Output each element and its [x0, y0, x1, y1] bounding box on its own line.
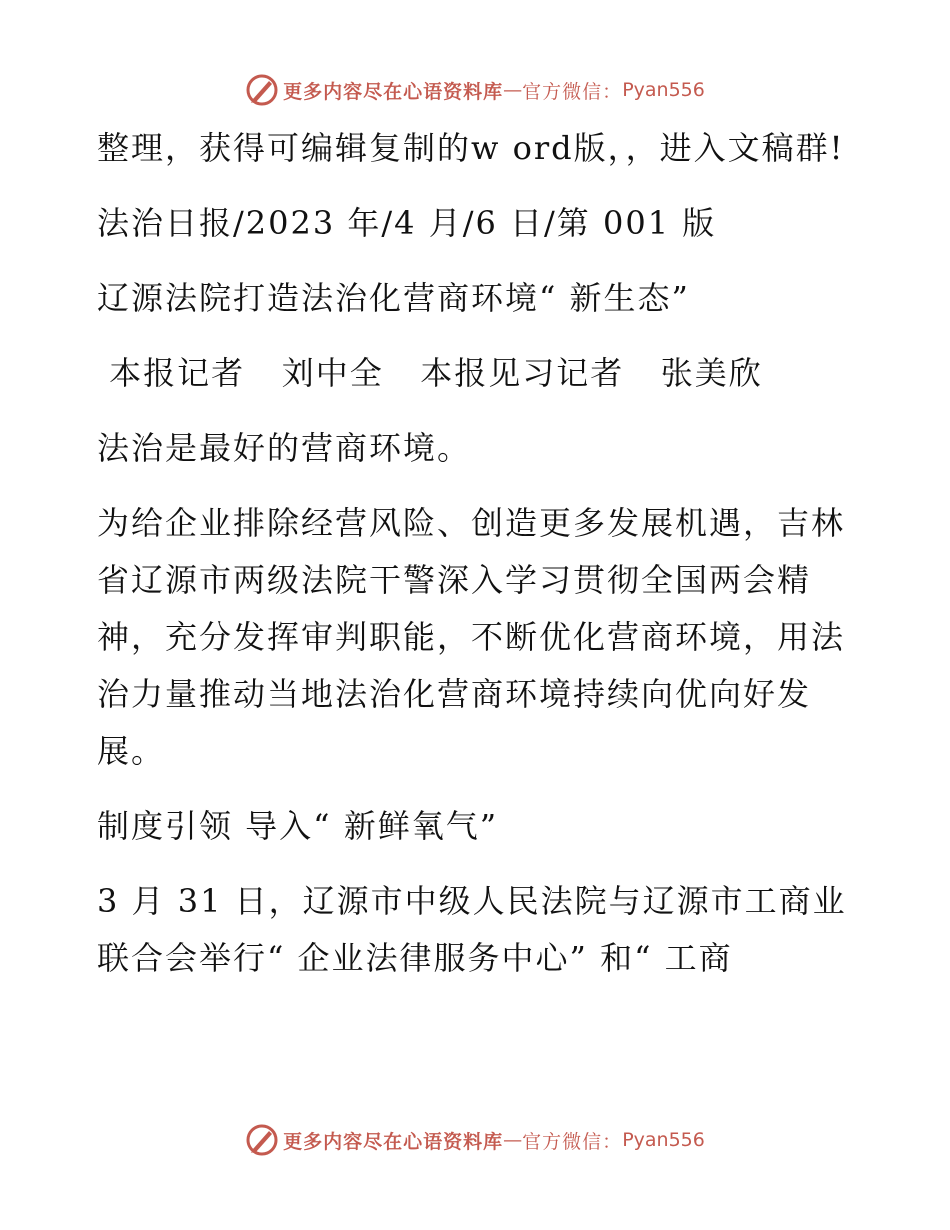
body-paragraph: 3 月 31 日，辽源市中级人民法院与辽源市工商业联合会举行“ 企业法律服务中心” 和“ 工商: [97, 882, 847, 977]
source-line: 法治日报/2023 年/4 月/6 日/第 001 版: [97, 204, 717, 242]
lead-sentence: 法治是最好的营商环境。: [97, 429, 472, 467]
watermark-dash: —: [503, 79, 523, 101]
pen-logo-icon: [245, 1123, 279, 1157]
header-watermark: [0, 70, 950, 110]
document-body: [97, 120, 857, 1005]
intro-note: 整理，获得可编辑复制的w ord版，，进入文稿群!: [97, 129, 845, 167]
watermark-title: 更多内容尽在心语资料库: [283, 1130, 504, 1153]
body-paragraph: 为给企业排除经营风险、创造更多发展机遇，吉林省辽源市两级法院干警深入学习贯彻全国两会精神，充分发挥审判职能，不断优化营商环境，用法治力量推动当地法治化营商环境持续向优向好发展。: [97, 504, 846, 770]
watermark-dash: —: [503, 1129, 523, 1151]
byline: 本报记者 刘中全 本报见习记者 张美欣: [97, 354, 763, 392]
watermark-title: 更多内容尽在心语资料库: [283, 80, 504, 103]
watermark-wechat-id: Pyan556: [622, 1129, 705, 1151]
article-title: 辽源法院打造法治化营商环境“ 新生态”: [97, 279, 690, 317]
footer-watermark: [0, 1120, 950, 1160]
watermark-wechat-label: 官方微信：: [522, 1130, 623, 1153]
watermark-wechat-label: 官方微信：: [522, 80, 623, 103]
section-heading: 制度引领 导入“ 新鲜氧气”: [97, 807, 499, 845]
pen-logo-icon: [245, 73, 279, 107]
watermark-wechat-id: Pyan556: [622, 79, 705, 101]
